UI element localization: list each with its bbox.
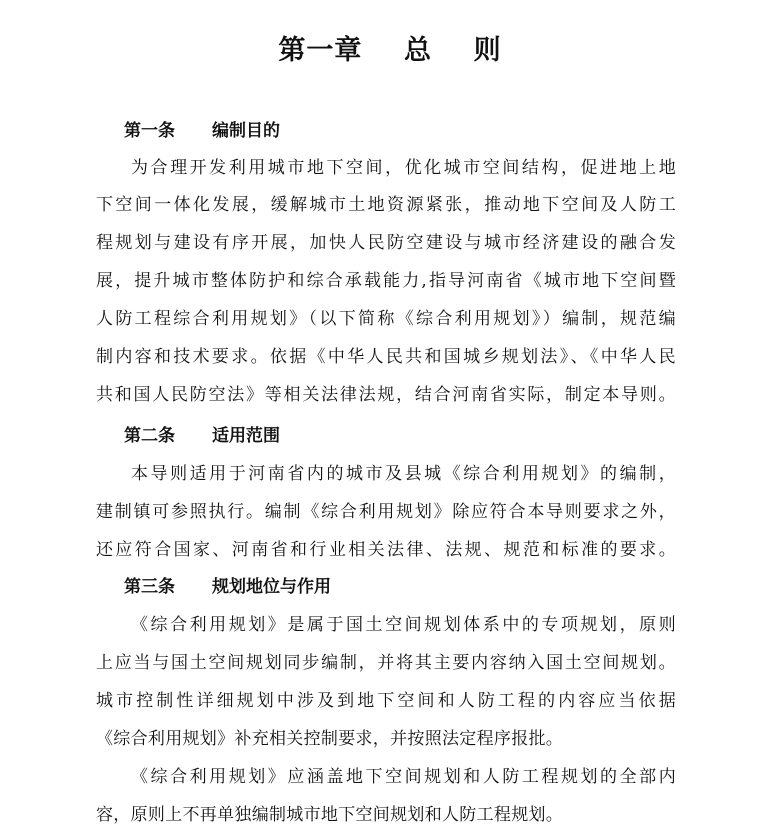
paragraph-line: 下空间一体化发展，缓解城市土地资源紧张，推动地下空间及人防工 [96, 195, 676, 215]
paragraph-line: 为合理开发利用城市地下空间，优化城市空间结构，促进地上地 [131, 158, 676, 178]
article-number: 第二条 [124, 426, 175, 446]
article-heading-3 [124, 572, 331, 597]
paragraph-line: 《综合利用规划》应涵盖地下空间规划和人防工程规划的全部内 [131, 767, 676, 787]
paragraph-line: 共和国人民防空法》等相关法律法规，结合河南省实际，制定本导则。 [96, 385, 676, 405]
article-heading-1 [124, 116, 280, 141]
paragraph-line: 城市控制性详细规划中涉及到地下空间和人防工程的内容应当依据 [96, 691, 676, 711]
paragraph-line: 《综合利用规划》补充相关控制要求，并按照法定程序报批。 [96, 729, 564, 749]
paragraph-line: 制内容和技术要求。依据《中华人民共和国城乡规划法》、《中华人民 [96, 347, 676, 367]
paragraph-line: 容，原则上不再单独编制城市地下空间规划和人防工程规划。 [96, 805, 564, 825]
paragraph-line: 程规划与建设有序开展，加快人民防空建设与城市经济建设的融合发 [96, 233, 676, 253]
paragraph-line: 还应符合国家、河南省和行业相关法律、法规、规范和标准的要求。 [96, 540, 676, 560]
paragraph-line: 《综合利用规划》是属于国土空间规划体系中的专项规划，原则 [131, 615, 676, 635]
paragraph-line: 人防工程综合利用规划》（以下简称《综合利用规划》）编制，规范编 [96, 309, 676, 329]
article-title: 适用范围 [212, 426, 280, 446]
paragraph-line: 本导则适用于河南省内的城市及县城《综合利用规划》的编制， [131, 464, 676, 484]
paragraph-line: 建制镇可参照执行。编制《综合利用规划》除应符合本导则要求之外， [96, 502, 676, 522]
article-number: 第一条 [124, 121, 175, 141]
paragraph-line: 展，提升城市整体防护和综合承载能力,指导河南省《城市地下空间暨 [96, 271, 676, 291]
article-title: 规划地位与作用 [212, 577, 331, 597]
paragraph-line: 上应当与国土空间规划同步编制，并将其主要内容纳入国土空间规划。 [96, 653, 676, 673]
article-title: 编制目的 [212, 121, 280, 141]
article-heading-2 [124, 421, 280, 446]
chapter-title: 第一章 总 则 [278, 35, 502, 66]
article-number: 第三条 [124, 577, 175, 597]
